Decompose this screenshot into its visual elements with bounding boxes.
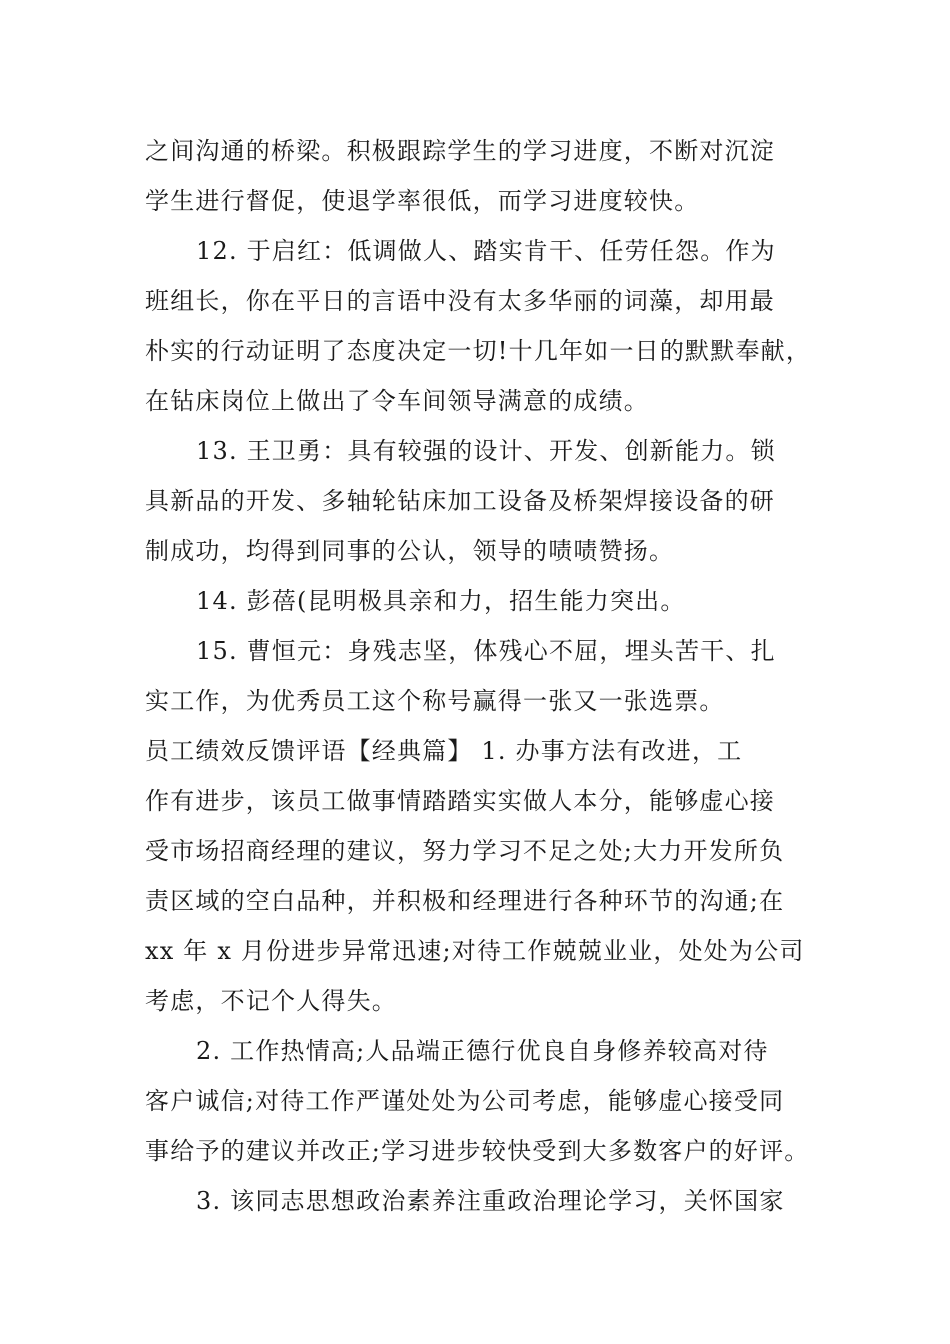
text-line: 事给予的建议并改正;学习进步较快受到大多数客户的好评。 <box>145 1137 810 1165</box>
text-line: 2. 工作热情高;人品端正德行优良自身修养较高对待 <box>196 1037 769 1065</box>
text-line: 之间沟通的桥梁。积极跟踪学生的学习进度，不断对沉淀 <box>145 137 775 165</box>
text-line: 作有进步，该员工做事情踏踏实实做人本分，能够虚心接 <box>145 787 775 815</box>
text-line: 实工作，为优秀员工这个称号赢得一张又一张选票。 <box>145 687 725 715</box>
text-line: 具新品的开发、多轴轮钻床加工设备及桥架焊接设备的研 <box>145 487 775 515</box>
text-line: 责区域的空白品种，并积极和经理进行各种环节的沟通;在 <box>145 887 785 915</box>
text-line: 受市场招商经理的建议，努力学习不足之处;大力开发所负 <box>145 837 785 865</box>
text-line: 制成功，均得到同事的公认，领导的啧啧赞扬。 <box>145 537 675 565</box>
text-line: 15. 曹恒元：身残志坚，体残心不屈，埋头苦干、扎 <box>196 637 776 665</box>
text-line: 13. 王卫勇：具有较强的设计、开发、创新能力。锁 <box>196 437 776 465</box>
text-line: 朴实的行动证明了态度决定一切!十几年如一日的默默奉献， <box>145 337 812 365</box>
text-line: 在钻床岗位上做出了令车间领导满意的成绩。 <box>145 387 649 415</box>
text-line: 客户诚信;对待工作严谨处处为公司考虑，能够虚心接受同 <box>145 1087 785 1115</box>
text-line: 14. 彭蓓(昆明极具亲和力，招生能力突出。 <box>196 587 686 615</box>
text-line: 12. 于启红：低调做人、踏实肯干、任劳任怨。作为 <box>196 237 776 265</box>
text-line: 3. 该同志思想政治素养注重政治理论学习，关怀国家 <box>196 1187 785 1215</box>
text-line: 学生进行督促，使退学率很低，而学习进度较快。 <box>145 187 700 215</box>
text-line: 班组长，你在平日的言语中没有太多华丽的词藻，却用最 <box>145 287 775 315</box>
text-line: xx 年 x 月份进步异常迅速;对待工作兢兢业业，处处为公司 <box>145 937 805 965</box>
text-line: 考虑，不记个人得失。 <box>145 987 397 1015</box>
section-heading-line: 员工绩效反馈评语【经典篇】 1. 办事方法有改进，工 <box>145 737 743 765</box>
